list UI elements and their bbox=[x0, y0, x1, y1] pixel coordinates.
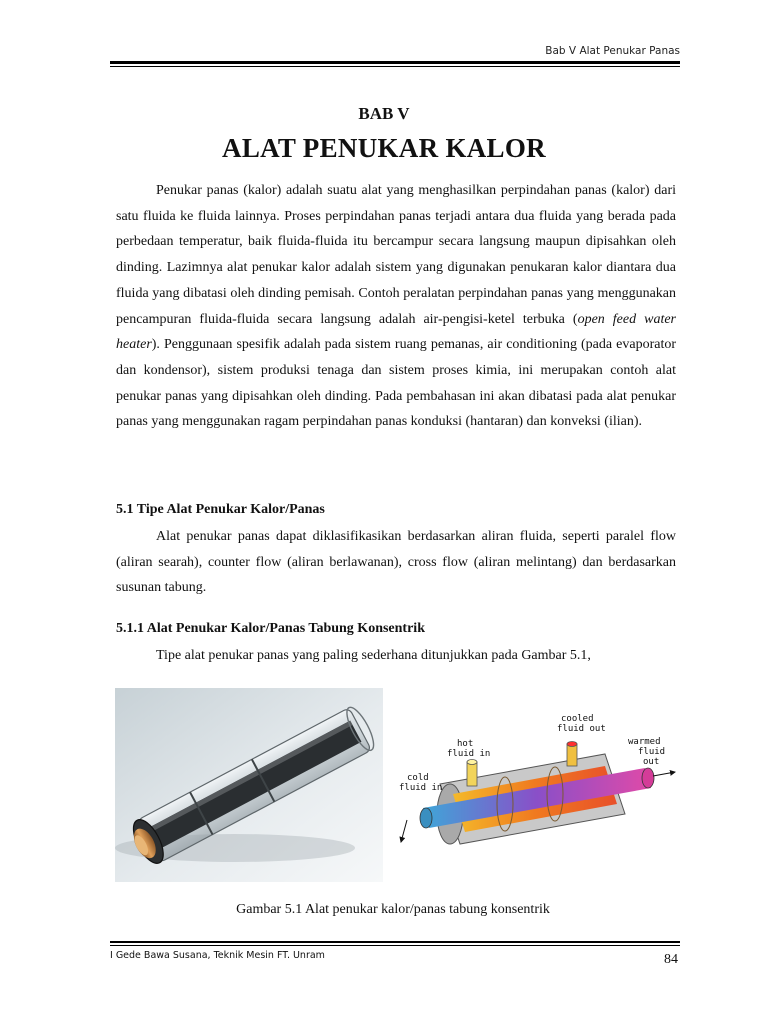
label-cold-fluid-in: fluid in bbox=[399, 783, 443, 793]
footer-rule-thick bbox=[110, 941, 680, 943]
footer-rule-thin bbox=[110, 945, 680, 946]
section-5-1-1-paragraph bbox=[116, 643, 676, 669]
heat-exchanger-photo bbox=[115, 688, 383, 882]
section-5-1-paragraph bbox=[116, 524, 676, 601]
section-heading-5-1: 5.1 Tipe Alat Penukar Kalor/Panas bbox=[116, 502, 325, 517]
header-rule-thin bbox=[110, 66, 680, 67]
section-heading-5-1-1: 5.1.1 Alat Penukar Kalor/Panas Tabung Konsentrik bbox=[116, 621, 425, 636]
label-hot: hot bbox=[457, 739, 474, 749]
label-cooled-fluid-out: fluid out bbox=[557, 724, 606, 734]
intro-text-part-1: Penukar panas (kalor) adalah suatu alat yang menghasilkan perpindahan panas (kalor) dari satu fluida ke fluida lainnya. Proses perpindahan panas terjadi antara dua fluida yang berada pada perbedaan temperatur, baik fluida-fluida itu bercampur secara langsung maupun dipisahkan oleh dinding. Lazimnya alat penukar kalor adalah sistem yang digunakan penukaran kalor diantara dua fluida yang dibatasi oleh dinding pemisah. Contoh peralatan perpindahan panas yang menggunakan pencampuran fluida-fluida secara langsung adalah air-pengisi-ketel terbuka ( bbox=[116, 183, 676, 327]
label-warmed-fluid: fluid bbox=[638, 747, 666, 757]
figure-caption: Gambar 5.1 Alat penukar kalor/panas tabung konsentrik bbox=[236, 902, 550, 917]
label-cold: cold bbox=[407, 773, 429, 783]
label-cooled: cooled bbox=[561, 714, 594, 724]
intro-text-part-2: ). Penggunaan spesifik adalah pada sistem ruang pemanas, air conditioning (pada evaporator dan kondensor), sistem produksi tenaga dan sistem proses kimia, ini merupakan contoh alat penukar panas yang dipisahkan oleh dinding. Pada pembahasan ini akan dibatasi pada alat penukar panas yang menggunakan ragam perpindahan panas konduksi (hantaran) dan konveksi (ilian). bbox=[116, 337, 676, 430]
section-5-1-1-text: Tipe alat penukar panas yang paling sederhana ditunjukkan pada Gambar 5.1, bbox=[156, 648, 591, 663]
intro-paragraph bbox=[116, 178, 676, 435]
label-warmed: warmed bbox=[628, 737, 661, 747]
chapter-title: ALAT PENUKAR KALOR bbox=[222, 133, 546, 163]
chapter-label: BAB V bbox=[358, 104, 410, 123]
section-5-1-text: Alat penukar panas dapat diklasifikasikan berdasarkan aliran fluida, seperti paralel flow (aliran searah), counter flow (aliran berlawanan), cross flow (aliran melintang) dan berdasarkan susunan tabung. bbox=[116, 529, 676, 596]
page-number: 84 bbox=[664, 952, 678, 967]
intro-text-italic: open feed water heater bbox=[116, 311, 677, 353]
heat-exchanger-diagram bbox=[395, 702, 685, 862]
running-header: Bab V Alat Penukar Panas bbox=[545, 45, 680, 57]
label-warmed-out: out bbox=[643, 757, 660, 767]
header-rule-thick bbox=[110, 61, 680, 64]
footer-author: I Gede Bawa Susana, Teknik Mesin FT. Unram bbox=[110, 950, 325, 961]
label-hot-fluid-in: fluid in bbox=[447, 749, 491, 759]
